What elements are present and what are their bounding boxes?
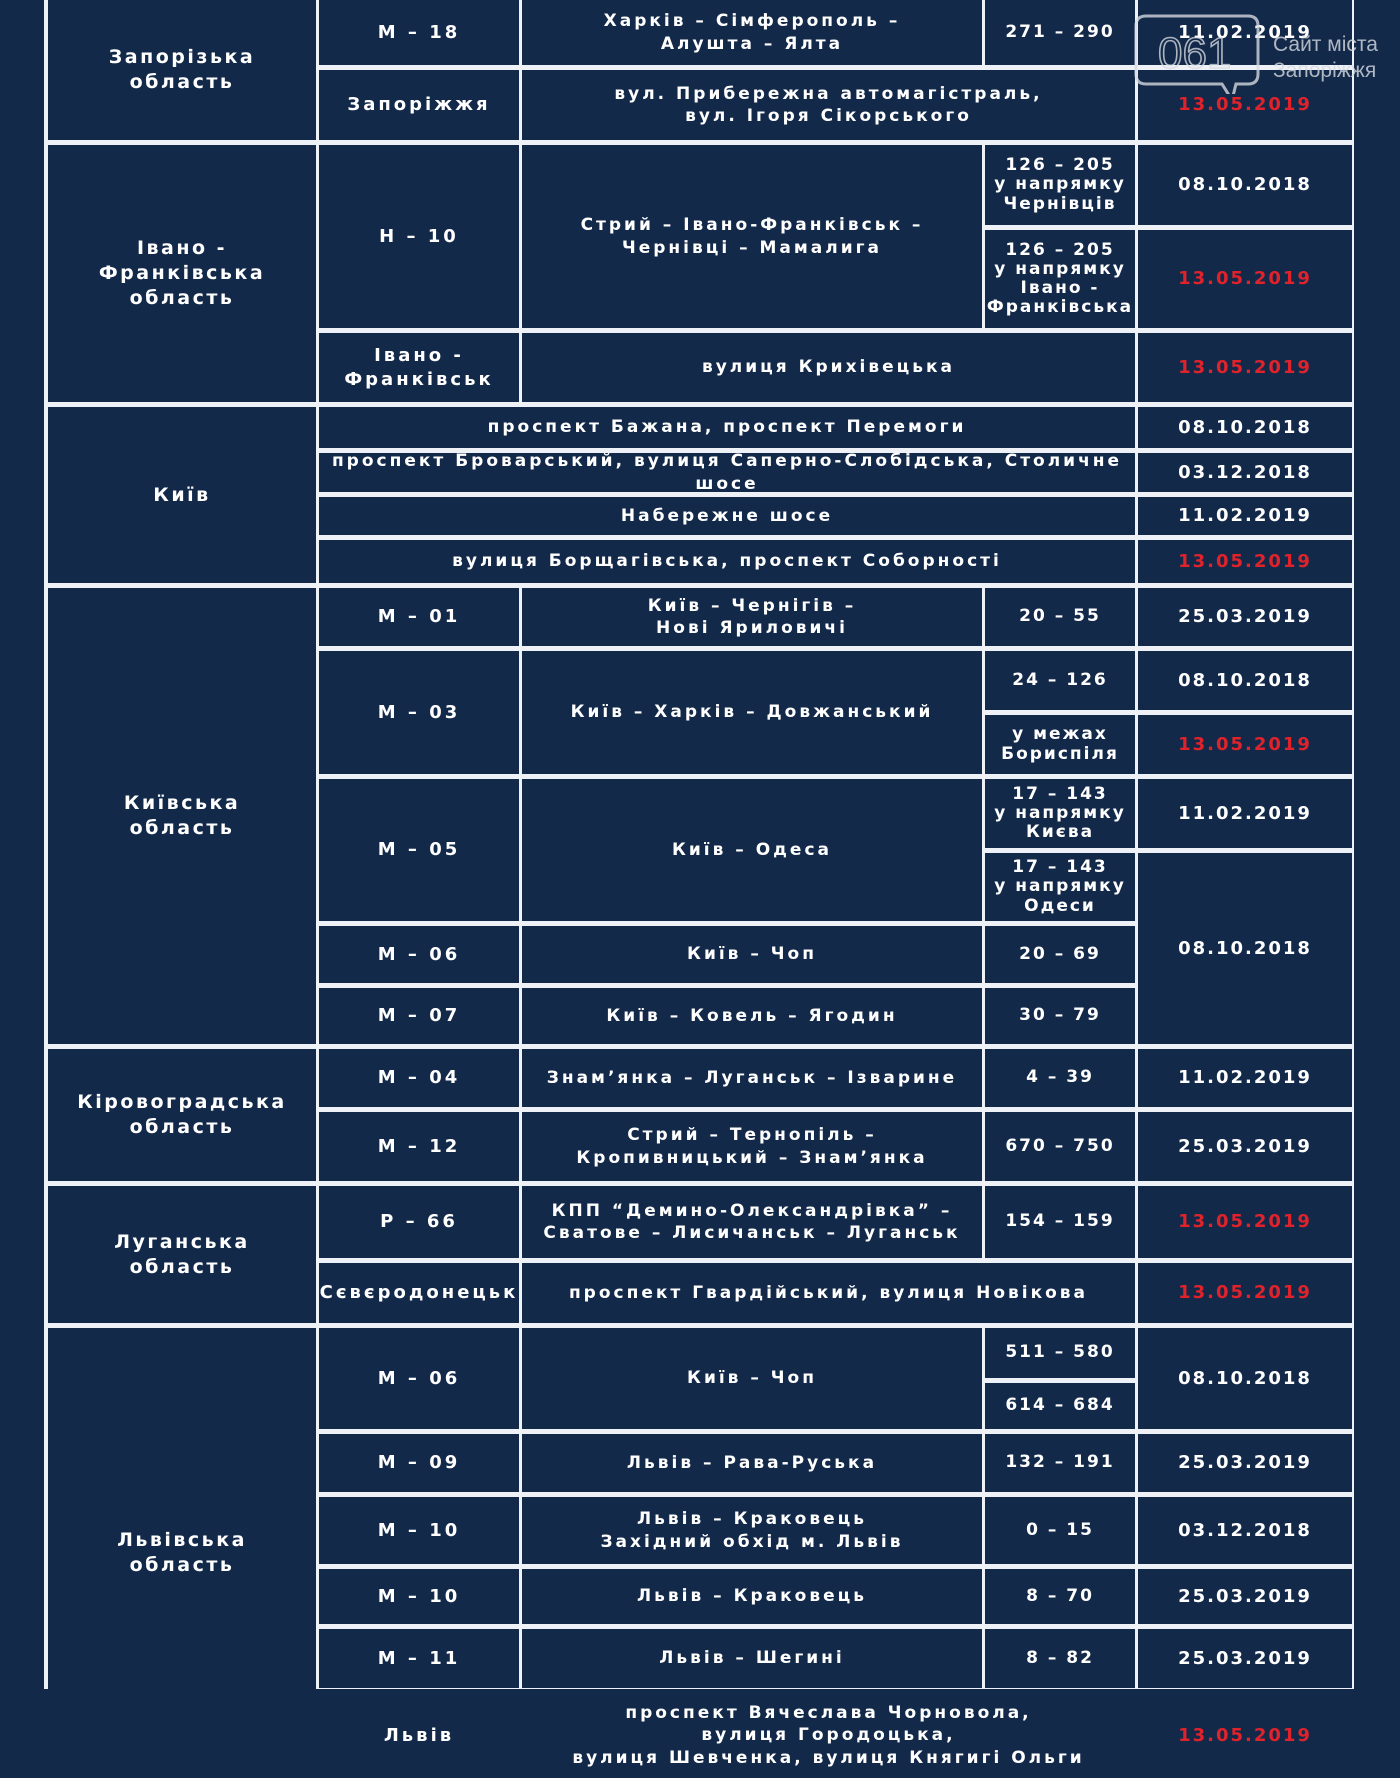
km-range-cell: 670 – 750 bbox=[985, 1112, 1135, 1181]
km-range-cell: 271 – 290 bbox=[985, 0, 1135, 65]
date-cell: 25.03.2019 bbox=[1138, 1112, 1352, 1181]
km-range-cell: 8 – 82 bbox=[985, 1629, 1135, 1688]
site-name-line1: Сайт міста bbox=[1273, 33, 1378, 56]
date-cell: 08.10.2018 bbox=[1138, 853, 1352, 1044]
date-cell: 25.03.2019 bbox=[1138, 1434, 1352, 1492]
date-cell: 03.12.2018 bbox=[1138, 1497, 1352, 1564]
km-range-cell: 4 – 39 bbox=[985, 1049, 1135, 1107]
km-range-cell: 614 – 684 bbox=[985, 1383, 1135, 1429]
region-cell: Луганська область bbox=[48, 1186, 316, 1323]
road-number-cell: Івано - Франківськ bbox=[319, 333, 519, 402]
km-range-cell: 126 – 205 у напрямку Чернівців bbox=[985, 145, 1135, 225]
km-range-cell: 154 – 159 bbox=[985, 1186, 1135, 1258]
street-cell: вулиця Борщагівська, проспект Соборності bbox=[319, 540, 1135, 583]
road-number-cell: Запоріжжя bbox=[319, 70, 519, 140]
roads-table bbox=[44, 0, 1354, 1768]
km-range-cell: 30 – 79 bbox=[985, 988, 1135, 1044]
site-watermark-text bbox=[1273, 32, 1378, 84]
km-range-cell: 126 – 205 у напрямку Івано - Франківська bbox=[985, 230, 1135, 328]
date-cell: 11.02.2019 bbox=[1138, 1049, 1352, 1107]
date-cell: 13.05.2019 bbox=[1138, 1263, 1352, 1323]
date-cell: 13.05.2019 bbox=[1138, 715, 1352, 774]
road-number-cell: Н – 10 bbox=[319, 145, 519, 328]
street-cell: вулиця Крихівецька bbox=[522, 333, 1135, 402]
date-cell: 08.10.2018 bbox=[1138, 145, 1352, 225]
date-cell: 08.10.2018 bbox=[1138, 651, 1352, 710]
region-cell: Кіровоградська область bbox=[48, 1049, 316, 1181]
route-cell: Київ – Одеса bbox=[522, 779, 982, 921]
road-number-cell: Львів bbox=[319, 1693, 519, 1778]
route-cell: Київ – Чернігів – Нові Яриловичі bbox=[522, 588, 982, 646]
date-cell: 13.05.2019 bbox=[1138, 1693, 1352, 1778]
road-number-cell: М – 10 bbox=[319, 1569, 519, 1624]
route-cell: Стрий – Тернопіль – Кропивницький – Знам’янка bbox=[522, 1112, 982, 1181]
date-cell: 25.03.2019 bbox=[1138, 588, 1352, 646]
route-cell: Стрий – Івано-Франківськ – Чернівці – Мамалига bbox=[522, 145, 982, 328]
road-number-cell: М – 09 bbox=[319, 1434, 519, 1492]
date-cell: 08.10.2018 bbox=[1138, 1328, 1352, 1429]
road-number-cell: М – 06 bbox=[319, 1328, 519, 1429]
street-cell: вул. Прибережна автомагістраль, вул. Ігоря Сікорського bbox=[522, 70, 1135, 140]
region-cell: Київ bbox=[48, 407, 316, 583]
road-number-cell: М – 12 bbox=[319, 1112, 519, 1181]
street-cell: проспект Гвардійський, вулиця Новікова bbox=[522, 1263, 1135, 1323]
road-number-cell: Сєвєродонецьк bbox=[319, 1263, 519, 1323]
km-range-cell: 17 – 143 у напрямку Одеси bbox=[985, 853, 1135, 921]
route-cell: Львів – Краковець Західний обхід м. Львів bbox=[522, 1497, 982, 1564]
region-cell: Івано - Франківська область bbox=[48, 145, 316, 402]
road-number-cell: М – 18 bbox=[319, 0, 519, 65]
street-cell: проспект Бажана, проспект Перемоги bbox=[319, 407, 1135, 448]
road-number-cell: М – 11 bbox=[319, 1629, 519, 1688]
road-number-cell: М – 01 bbox=[319, 588, 519, 646]
date-cell: 13.05.2019 bbox=[1138, 540, 1352, 583]
km-range-cell: 132 – 191 bbox=[985, 1434, 1135, 1492]
km-range-cell: 20 – 55 bbox=[985, 588, 1135, 646]
route-cell: Київ – Ковель – Ягодин bbox=[522, 988, 982, 1044]
road-number-cell: М – 03 bbox=[319, 651, 519, 774]
date-cell: 13.05.2019 bbox=[1138, 1186, 1352, 1258]
street-cell: Набережне шосе bbox=[319, 497, 1135, 535]
date-cell: 25.03.2019 bbox=[1138, 1569, 1352, 1624]
route-cell: Львів – Краковець bbox=[522, 1569, 982, 1624]
region-cell: Львівська область bbox=[48, 1328, 316, 1778]
km-range-cell: 17 – 143 у напрямку Києва bbox=[985, 779, 1135, 848]
date-cell: 13.05.2019 bbox=[1138, 230, 1352, 328]
region-cell: Київська область bbox=[48, 588, 316, 1044]
route-cell: Київ – Харків – Довжанський bbox=[522, 651, 982, 774]
road-number-cell: Р – 66 bbox=[319, 1186, 519, 1258]
region-cell: Запорізька область bbox=[48, 0, 316, 140]
street-cell: проспект Вячеслава Чорновола, вулиця Городоцька, вулиця Шевченка, вулиця Княгигі Ольги bbox=[522, 1693, 1135, 1778]
road-number-cell: М – 06 bbox=[319, 926, 519, 983]
site-logo-text: 061 bbox=[1158, 29, 1232, 78]
route-cell: КПП “Демино-Олександрівка” – Сватове – Лисичанськ – Луганськ bbox=[522, 1186, 982, 1258]
date-cell: 03.12.2018 bbox=[1138, 453, 1352, 492]
route-cell: Київ – Чоп bbox=[522, 1328, 982, 1429]
km-range-cell: 511 – 580 bbox=[985, 1328, 1135, 1378]
road-number-cell: М – 04 bbox=[319, 1049, 519, 1107]
km-range-cell: 8 – 70 bbox=[985, 1569, 1135, 1624]
km-range-cell: 0 – 15 bbox=[985, 1497, 1135, 1564]
date-cell: 08.10.2018 bbox=[1138, 407, 1352, 448]
street-cell: проспект Броварський, вулиця Саперно-Слобідська, Столичне шосе bbox=[319, 453, 1135, 492]
km-range-cell: 20 – 69 bbox=[985, 926, 1135, 983]
route-cell: Київ – Чоп bbox=[522, 926, 982, 983]
route-cell: Харків – Сімферополь – Алушта – Ялта bbox=[522, 0, 982, 65]
route-cell: Львів – Шегині bbox=[522, 1629, 982, 1688]
date-cell: 11.02.2019 bbox=[1138, 779, 1352, 848]
road-number-cell: М – 05 bbox=[319, 779, 519, 921]
road-number-cell: М – 07 bbox=[319, 988, 519, 1044]
date-cell: 13.05.2019 bbox=[1138, 70, 1352, 140]
route-cell: Львів – Рава-Руська bbox=[522, 1434, 982, 1492]
date-cell: 11.02.2019 bbox=[1138, 497, 1352, 535]
route-cell: Знам’янка – Луганськ – Ізварине bbox=[522, 1049, 982, 1107]
km-range-cell: у межах Бориспіля bbox=[985, 715, 1135, 774]
date-cell: 13.05.2019 bbox=[1138, 333, 1352, 402]
road-number-cell: М – 10 bbox=[319, 1497, 519, 1564]
site-name-line2: Запоріжжя bbox=[1273, 59, 1377, 82]
date-cell: 25.03.2019 bbox=[1138, 1629, 1352, 1688]
date-cell: 11.02.2019 bbox=[1138, 0, 1352, 65]
km-range-cell: 24 – 126 bbox=[985, 651, 1135, 710]
